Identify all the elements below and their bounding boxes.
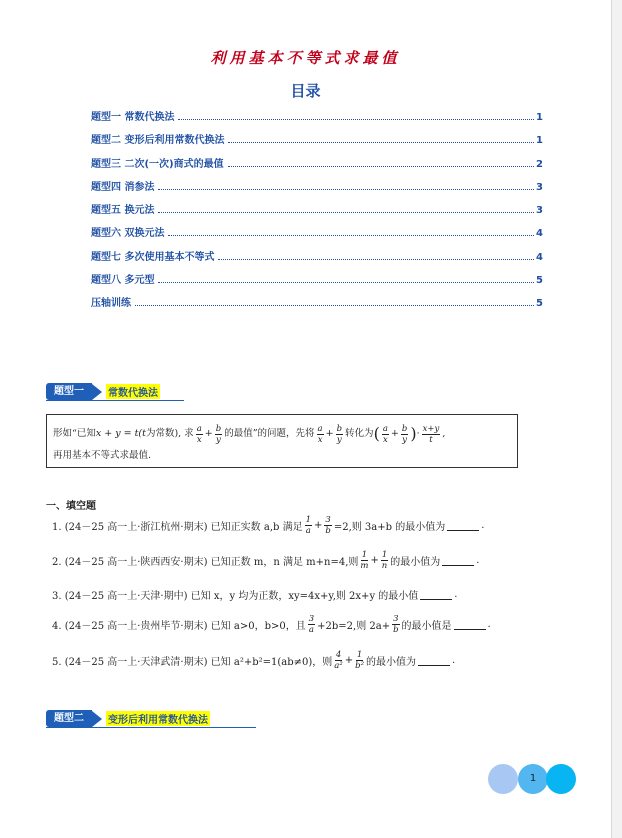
section-name: 常数代换法 — [106, 384, 160, 399]
answer-blank[interactable] — [454, 619, 486, 630]
document-title: 利用基本不等式求最值 — [210, 49, 401, 67]
page-number: 1 — [518, 764, 548, 794]
answer-blank[interactable] — [442, 555, 474, 566]
arrow-right-icon — [92, 384, 102, 400]
question-4: 4. (24－25 高一上·贵州毕节·期末) 已知 a>0，b>0，且 $\frac{3}{a}$ +2b=2,则 2a+ $\frac{3}{b}$ 的最小值是 . — [52, 614, 491, 635]
arrow-right-icon — [92, 711, 102, 727]
section-heading-fill-in: 一、填空题 — [46, 501, 96, 512]
section-underline — [46, 727, 256, 728]
question-5: 5. (24－25 高一上·天津武清·期末) 已知 a²+b²=1(ab≠0)，则 $\frac{4}{\text{a²}}$ + $\frac{1}{\text{b²}}$ 的最小值为 . — [52, 650, 456, 671]
toc-item[interactable]: 压轴训练 5 — [91, 298, 543, 310]
section-banner-2 — [46, 710, 210, 727]
question-1: 1. (24－25 高一上·浙江杭州·期末) 已知正实数 a,b 满足 $\frac{1}{a}$ + $\frac{3}{b}$ =2,则 3a+b 的最小值为 . — [52, 515, 485, 536]
section-tag: 题型二 — [46, 710, 92, 727]
question-2: 2. (24－25 高一上·陕西西安·期末) 已知正数 m，n 满足 m+n=4,则 $\frac{1}{m}$ + $\frac{1}{n}$ 的最小值为 . — [52, 550, 480, 571]
toc-item[interactable]: 题型一 常数代换法 1 — [91, 112, 543, 123]
toc-item[interactable]: 题型三 二次(一次)商式的最值 2 — [91, 158, 543, 170]
toc-item[interactable]: 题型二 变形后利用常数代换法 1 — [91, 135, 543, 147]
section-banner-1 — [46, 383, 160, 400]
toc-item[interactable]: 题型五 换元法 3 — [91, 205, 543, 217]
decor-circle — [488, 764, 518, 794]
section-name: 变形后利用常数代换法 — [106, 711, 210, 726]
toc-item[interactable]: 题型八 多元型 5 — [91, 275, 543, 287]
question-3: 3. (24－25 高一上·天津·期中) 已知 x，y 均为正数，xy=4x+y,则 2x+y 的最小值 . — [52, 589, 458, 602]
decor-circle — [546, 764, 576, 794]
method-box: 形如“已知 x + y = t(t 为常数), 求 $\frac{a}{x}$ + $\frac{b}{y}$ 的最值”的问题，先将 $\frac{a}{x}$ + $\frac{b}{y}$ 转化为 ( $\frac{a}{x}$ + $\frac{b}{y}$ ) · $\frac{x+y}{t}$ , 再用基本不等式求最值. — [46, 414, 518, 468]
section-tag: 题型一 — [46, 383, 92, 400]
toc-item[interactable]: 题型四 消参法 3 — [91, 181, 543, 193]
toc-heading: 目录 — [290, 82, 321, 100]
answer-blank[interactable] — [418, 655, 450, 666]
table-of-contents — [91, 108, 543, 318]
answer-blank[interactable] — [447, 520, 479, 531]
section-underline — [46, 400, 184, 401]
toc-item[interactable]: 题型七 多次使用基本不等式 4 — [91, 251, 543, 263]
page-number-badge — [488, 764, 578, 794]
toc-item[interactable]: 题型六 双换元法 4 — [91, 228, 543, 240]
answer-blank[interactable] — [420, 589, 452, 600]
